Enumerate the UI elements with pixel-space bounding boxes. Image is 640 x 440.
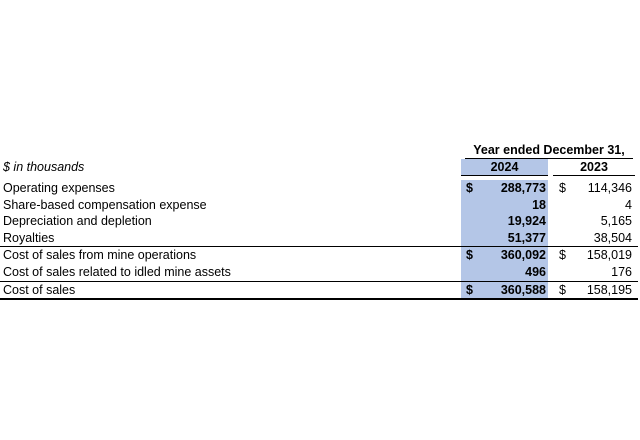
prior-year-currency-symbol: $ <box>559 282 566 297</box>
current-year-currency-symbol: $ <box>466 181 473 195</box>
row-label: Cost of sales from mine operations <box>3 248 197 263</box>
prior-year-value: 4 <box>625 197 632 212</box>
current-year-value: 288,773 <box>500 181 546 195</box>
year-header-2023: 2023 <box>553 159 635 176</box>
table-row <box>0 213 638 230</box>
prior-year-currency-symbol: $ <box>559 248 566 263</box>
row-label: Cost of sales related to idled mine assets <box>3 264 231 279</box>
prior-year-currency-symbol: $ <box>559 181 566 195</box>
table-body <box>0 180 638 300</box>
current-year-value: 496 <box>525 264 546 279</box>
table-row <box>0 246 638 264</box>
current-year-value: 18 <box>532 197 546 212</box>
prior-year-value: 158,195 <box>586 282 632 297</box>
row-label: Depreciation and depletion <box>3 214 152 229</box>
table-row <box>0 230 638 247</box>
row-label: Share-based compensation expense <box>3 197 207 212</box>
prior-year-value: 176 <box>611 264 632 279</box>
period-header: Year ended December 31, <box>465 142 633 159</box>
table-row <box>0 264 638 281</box>
row-label: Cost of sales <box>3 282 76 297</box>
units-label: $ in thousands <box>3 160 85 174</box>
prior-year-value: 5,165 <box>600 214 632 229</box>
prior-year-value: 38,504 <box>593 230 632 245</box>
current-year-value: 51,377 <box>507 230 546 245</box>
current-year-value: 360,092 <box>500 248 546 263</box>
prior-year-value: 114,346 <box>587 181 632 195</box>
table-row <box>0 180 638 197</box>
prior-year-value: 158,019 <box>586 248 632 263</box>
row-label: Royalties <box>3 230 55 245</box>
year-header-2024: 2024 <box>461 159 548 176</box>
current-year-currency-symbol: $ <box>466 282 473 297</box>
current-year-currency-symbol: $ <box>466 248 473 263</box>
current-year-value: 19,924 <box>507 214 546 229</box>
table-row <box>0 197 638 214</box>
row-label: Operating expenses <box>3 181 115 195</box>
table-row <box>0 281 638 301</box>
current-year-value: 360,588 <box>500 282 546 297</box>
